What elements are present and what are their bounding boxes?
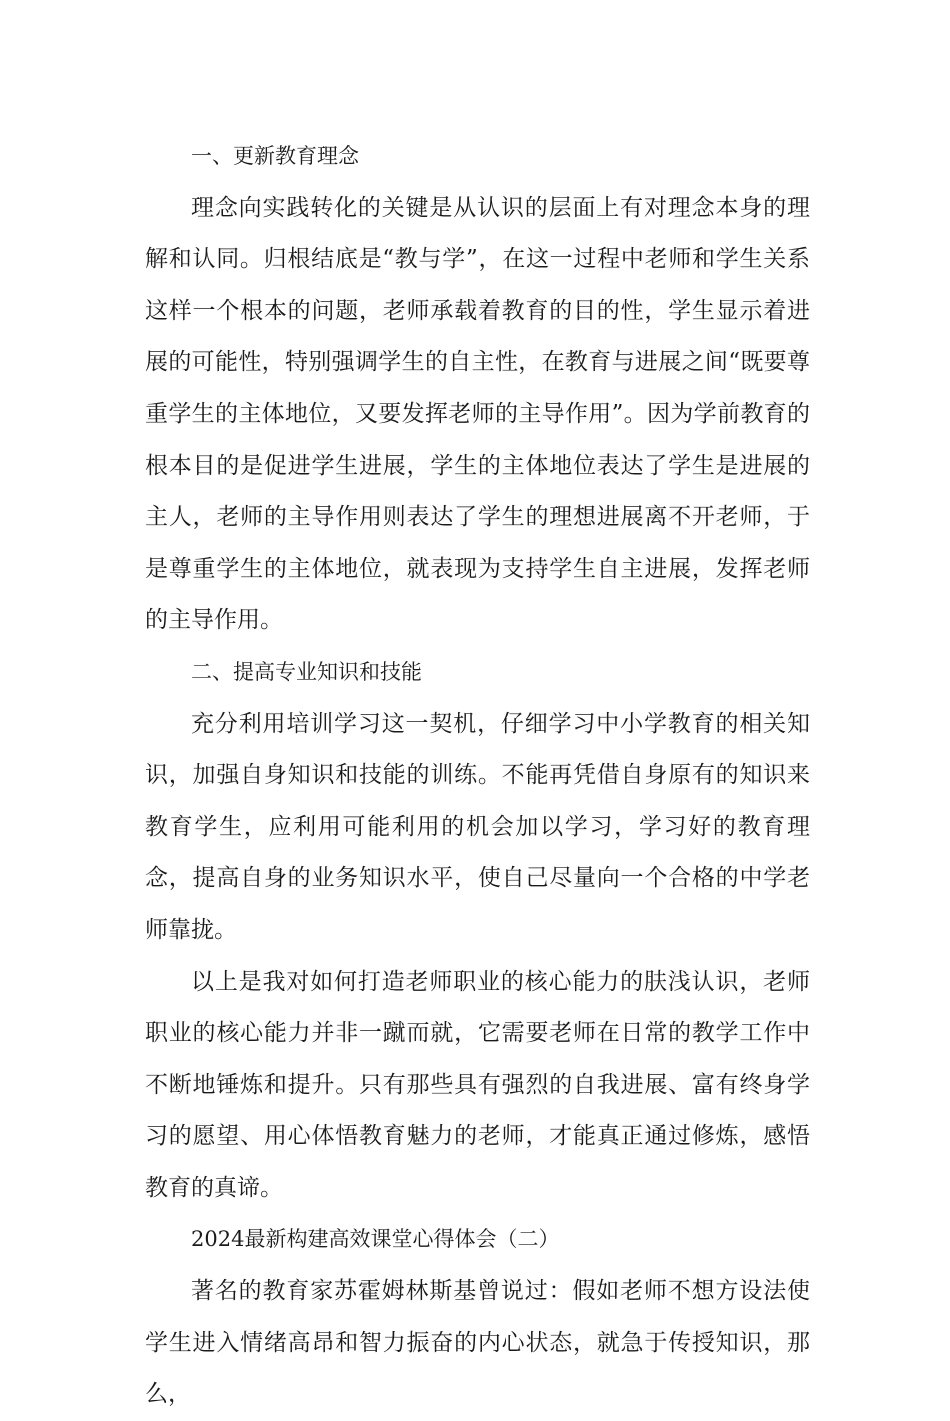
section-heading-1: 一、更新教育理念: [191, 144, 359, 168]
conclusion-paragraph: 以上是我对如何打造老师职业的核心能力的肤浅认识，老师职业的核心能力并非一蹴而就，它需要老师在日常的教学工作中不断地锤炼和提升。只有那些具有强烈的自我进展、富有终身学习的愿望、用心体悟教育魅力的老师，才能真正通过修炼，感悟教育的真谛。: [145, 968, 810, 1201]
next-article-paragraph: 著名的教育家苏霍姆林斯基曾说过：假如老师不想方设法使学生进入情绪高昂和智力振奋的内心状态，就急于传授知识，那么，: [145, 1278, 810, 1408]
section-paragraph-1: 理念向实践转化的关键是从认识的层面上有对理念本身的理解和认同。归根结底是“教与学”，在这一过程中老师和学生关系这样一个根本的问题，老师承载着教育的目的性，学生显示着进展的可能性，特别强调学生的自主性，在教育与进展之间“既要尊重学生的主体地位，又要发挥老师的主导作用”。因为学前教育的根本目的是促进学生进展，学生的主体地位表达了学生是进展的主人，老师的主导作用则表达了学生的理想进展离不开老师，于是尊重学生的主体地位，就表现为支持学生自主进展，发挥老师的主导作用。: [145, 194, 810, 634]
document-body: [145, 131, 810, 1421]
section-heading-2: 二、提高专业知识和技能: [191, 659, 422, 684]
next-article-title: 2024最新构建高效课堂心得体会（二）: [191, 1227, 560, 1252]
section-paragraph-2: 充分利用培训学习这一契机，仔细学习中小学教育的相关知识，加强自身知识和技能的训练。不能再凭借自身原有的知识来教育学生，应利用可能利用的机会加以学习，学习好的教育理念，提高自身的业务知识水平，使自己尽量向一个合格的中学老师靠拢。: [145, 710, 810, 943]
